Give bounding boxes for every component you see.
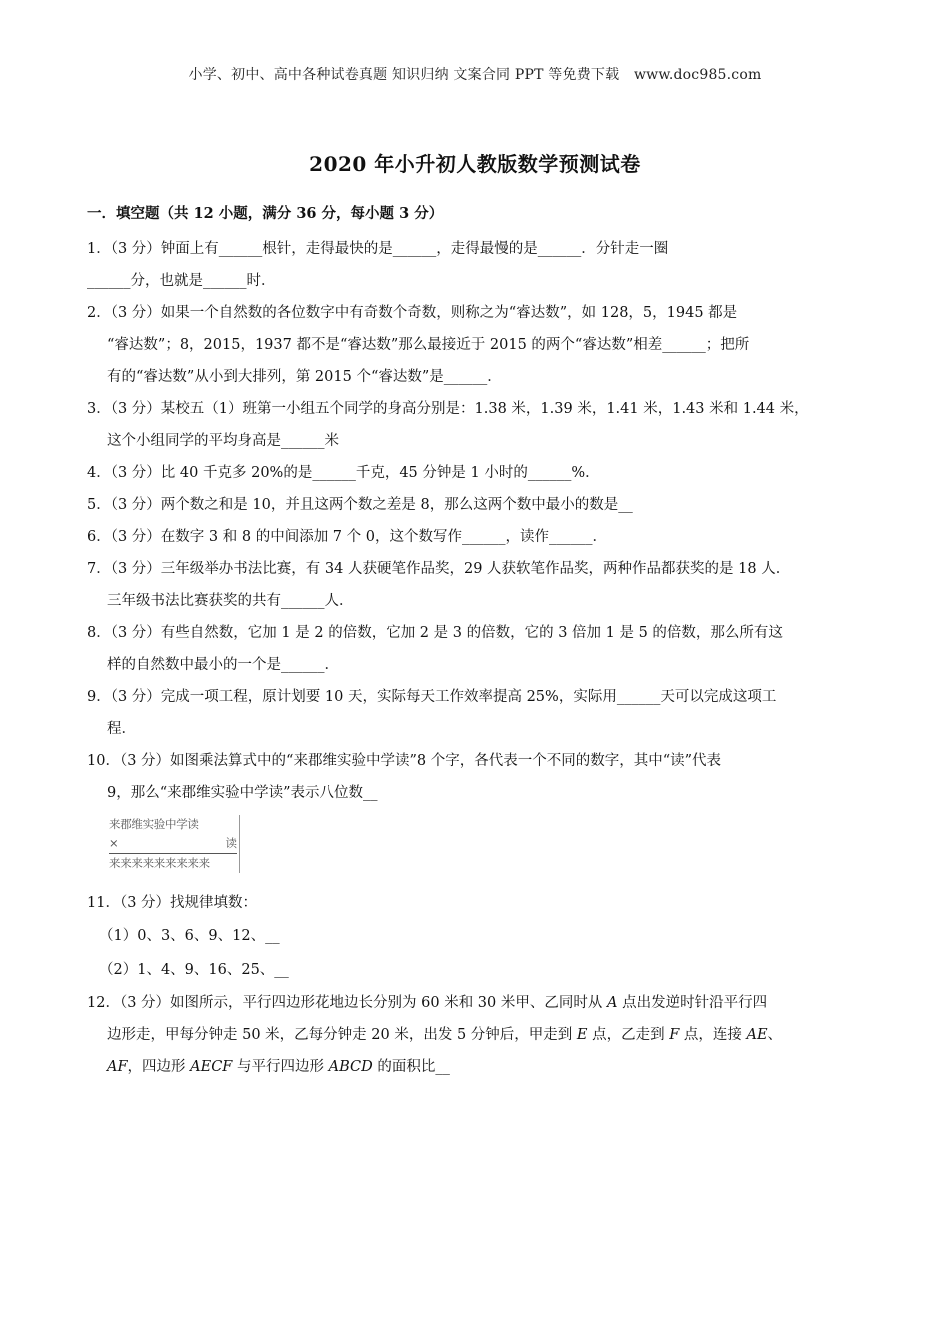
q12-text-c3: 的面积比__ [372,1059,450,1075]
question-8-line-1: 8．（3 分）有些自然数，它加 1 是 2 的倍数，它加 2 是 3 的倍数，它的 3 倍加 1 是 5 的倍数，那么所有这 [87,625,783,641]
q12-text-c2: 与平行四边形 [232,1059,329,1075]
section-heading: 一．填空题（共 12 小题，满分 36 分，每小题 3 分） [87,205,444,222]
q12-text-b1: 边形走，甲每分钟走 50 米，乙每分钟走 20 米，出发 5 分钟后，甲走到 [107,1027,577,1043]
question-9-line-1: 9．（3 分）完成一项工程，原计划要 10 天，实际每天工作效率提高 25%，实际用______天可以完成这项工 [87,689,777,705]
q12-text-b4: 、 [767,1027,783,1043]
question-9-line-2: 程． [107,721,136,737]
q12-text-a1: 12．（3 分）如图所示，平行四边形花地边长分别为 60 米和 30 米甲、乙同时从 [87,995,607,1011]
question-4: 4．（3 分）比 40 千克多 20%的是______千克，45 分钟是 1 小时的______%． [87,465,600,481]
q12-segment-ae: AE [746,1027,768,1043]
q12-point-a: A [606,995,618,1011]
question-5: 5．（3 分）两个数之和是 10，并且这两个数之差是 8，那么这两个数中最小的数是__ [87,497,633,513]
q12-text-b3: 点，连接 [679,1027,747,1043]
q12-quad-abcd: ABCD [328,1059,373,1075]
question-8-line-2: 样的自然数中最小的一个是______． [107,657,339,673]
figure-multiplicand: 来郡维实验中学读 [109,817,199,831]
figure-times-sign: × [109,836,119,850]
header-text: 小学、初中、高中各种试卷真题 知识归纳 文案合同 PPT 等免费下载 [188,67,620,83]
q12-segment-af: AF [107,1059,128,1075]
question-12-line-1 [87,987,877,1019]
question-6: 6．（3 分）在数字 3 和 8 的中间添加 7 个 0，这个数写作______，读作______． [87,529,607,545]
figure-product: 来来来来来来来来来 [109,856,210,870]
question-1-line-1: 1．（3 分）钟面上有______根针，走得最快的是______，走得最慢的是______．分针走一圈 [87,241,669,257]
q12-quad-aecf: AECF [190,1059,233,1075]
question-12-line-2 [87,1019,877,1051]
question-1-line-2: ______分，也就是______时． [87,273,276,289]
figure-multiplier: 读 [225,836,237,850]
q12-text-b2: 点，乙走到 [587,1027,670,1043]
question-11: 11．（3 分）找规律填数： [87,895,258,911]
question-3-line-2: 这个小组同学的平均身高是______米 [107,433,339,449]
figure-multiplier-row [109,834,237,854]
question-3-line-1: 3．（3 分）某校五（1）班第一小组五个同学的身高分别是：1.38 米，1.39 米，1.41 米，1.43 米和 1.44 米， [87,401,809,417]
q12-text-a2: 点出发逆时针沿平行四 [617,995,768,1011]
question-list [87,233,877,1083]
question-2-line-3: 有的“睿达数”从小到大排列，第 2015 个“睿达数”是______． [107,369,502,385]
question-10-line-1: 10．（3 分）如图乘法算式中的“来郡维实验中学读”8 个字，各代表一个不同的数字，其中“读”代表 [87,753,722,769]
q12-point-e: E [576,1027,588,1043]
multiplication-figure [109,815,240,873]
question-11-part-2: （2）1、4、9、16、25、__ [99,962,289,978]
header-url[interactable]: www.doc985.com [633,67,762,83]
question-10-line-2: 9，那么“来郡维实验中学读”表示八位数__ [107,785,378,801]
page-title: 2020 年小升初人教版数学预测试卷 [309,152,641,176]
q12-point-f: F [669,1027,680,1043]
question-7-line-2: 三年级书法比赛获奖的共有______人． [107,593,354,609]
question-7-line-1: 7．（3 分）三年级举办书法比赛，有 34 人获硬笔作品奖，29 人获软笔作品奖，两种作品都获奖的是 18 人． [87,561,791,577]
page-header [0,64,950,84]
question-12-line-3 [87,1051,877,1083]
question-2-line-2: “睿达数”；8，2015，1937 都不是“睿达数”那么最接近于 2015 的两个“睿达数”相差______；把所 [107,337,750,353]
question-2-line-1: 2．（3 分）如果一个自然数的各位数字中有奇数个奇数，则称之为“睿达数”，如 128，5，1945 都是 [87,305,738,321]
q12-text-c1: ，四边形 [127,1059,191,1075]
question-11-part-1: （1）0、3、6、9、12、__ [99,928,280,944]
